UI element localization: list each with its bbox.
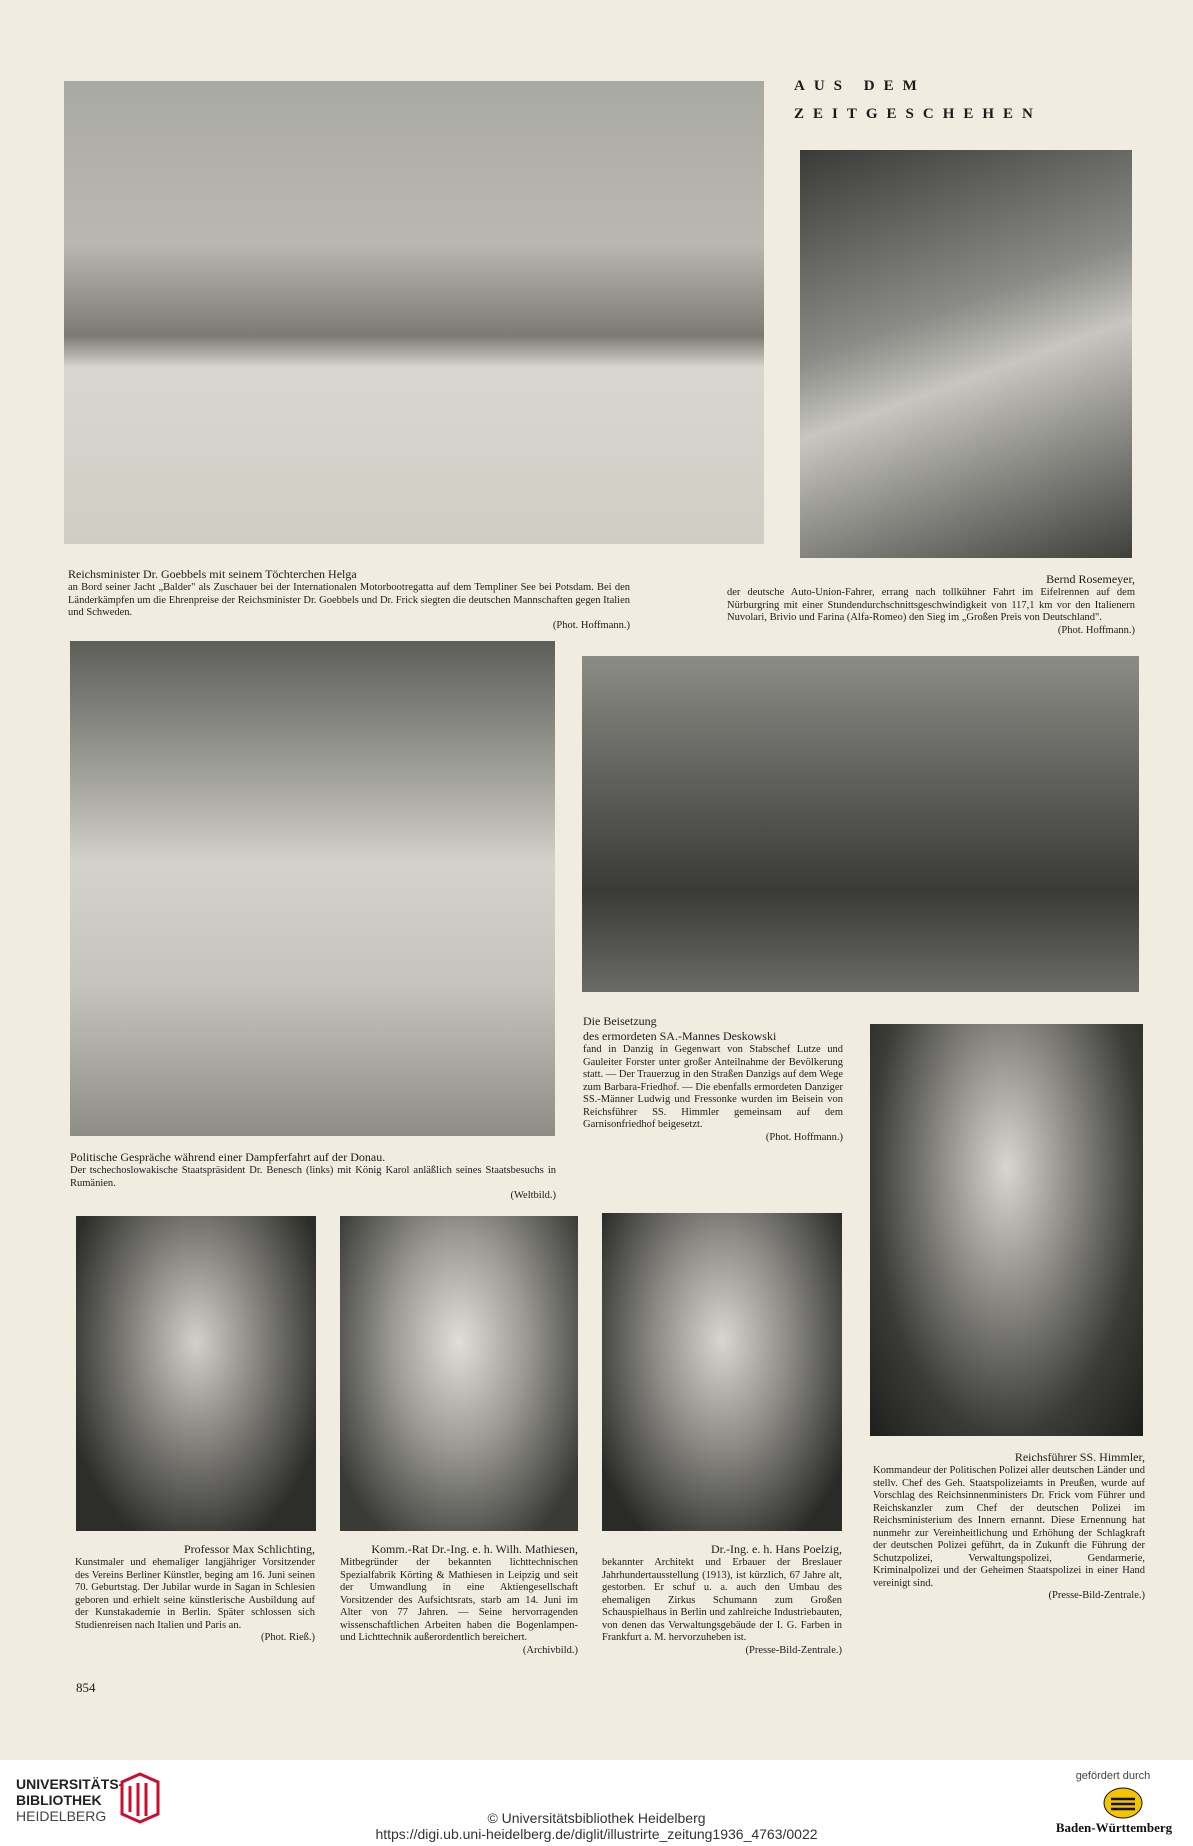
caption-credit: (Weltbild.) [510,1190,556,1201]
caption-credit: (Archivbild.) [522,1644,578,1656]
caption-credit: (Phot. Hoffmann.) [552,619,630,631]
baden-wuerttemberg-emblem-icon [1103,1787,1143,1819]
photo-donau-steamer [70,641,555,1136]
section-heading-line1: AUS DEM [794,78,926,94]
funded-by-label: gefördert durch [1075,1770,1151,1782]
photo-goebbels-yacht [64,81,764,544]
caption-body: Mitbegründer der bekannten lichttechnischen Spezialfabrik Körting & Mathiesen in Leipzig und seit der Umwandlung in eine Aktiengesellschaft Vorsitzender des Aufsichtsrats, starb am 14. Juni im Alter von 77 Jahren. — Seine hervorragenden wissenschaftlichen Arbeiten haben die Bogenlampen- und Lichttechnik außerordentlich bereichert. [340,1557,578,1643]
section-heading-line2: ZEITGESCHEHEN [794,106,1042,122]
caption-mathiesen [340,1542,578,1657]
caption-title: Reichsführer SS. Himmler, [1014,1450,1145,1464]
caption-title: Politische Gespräche während einer Dampferfahrt auf der Donau. [70,1150,386,1164]
page-number: 854 [76,1680,96,1695]
caption-title: Reichsminister Dr. Goebbels mit seinem Töchterchen Helga [68,567,357,581]
photo-poelzig-portrait [602,1213,842,1531]
funder-name[interactable]: Baden-Württemberg [1055,1820,1173,1835]
library-name-line1: UNIVERSITÄTS- [16,1776,124,1792]
caption-goebbels [68,567,630,632]
caption-title: Komm.-Rat Dr.-Ing. e. h. Wilh. Mathiesen, [371,1542,578,1556]
library-name-line3: HEIDELBERG [16,1808,107,1824]
caption-credit: (Presse-Bild-Zentrale.) [745,1644,842,1656]
photo-schlichting-portrait [76,1216,316,1531]
caption-body: der deutsche Auto-Union-Fahrer, errang nach tollkühner Fahrt im Eifelrennen auf dem Nürburgring mit einer Stundendurchschnittsgeschwindigkeit von 117,1 km vor den Italienern Nuvolari, Brivio und Farina (Alfa-Romeo) den Sieg im „Großen Preis von Deutschland". [727,587,1135,623]
caption-body: Kommandeur der Politischen Polizei aller deutschen Länder und stellv. Chef des Geh. Staatspolizeiamts in Preußen, wurde auf Vorschlag des Reichsinnenministers Dr. Frick vom Führer und Reichskanzler zum Chef der deutschen Polizei im Reichsministerium des Innern ernannt. Diese Ernennung hat nunmehr zur Vereinheitlichung und Erhöhung der Schlagkraft der deutschen Polizei geführt, da in Zukunft die Führung der Schutzpolizei, Verwaltungspolizei, Gendarmerie, Kriminalpolizei und der Geheimen Staatspolizei in einer Hand vereinigt sind. [873,1465,1145,1589]
caption-title: Die Beisetzung [583,1014,657,1028]
caption-donau [70,1150,556,1203]
caption-title: Professor Max Schlichting, [184,1542,315,1556]
caption-body: bekannter Architekt und Erbauer der Breslauer Jahrhundertausstellung (1913), ist kürzlich, 67 Jahre alt, gestorben. Er schuf u. a. auch den Umbau des ehemaligen Zirkus Schumann zum Großen Schauspielhaus in Berlin und zahlreiche Industriebauten, von denen das Verwaltungsgebäude der I. G. Farben in Frankfurt a. M. hervorzuheben ist. [602,1557,842,1643]
caption-rosemeyer [727,572,1135,637]
photo-funeral-procession [582,656,1139,992]
caption-himmler [873,1450,1145,1603]
permalink-url[interactable]: https://digi.ub.uni-heidelberg.de/diglit/illustrirte_zeitung1936_4763/0022 [375,1826,818,1842]
caption-title: Bernd Rosemeyer, [1046,572,1135,586]
caption-title: Dr.-Ing. e. h. Hans Poelzig, [711,1542,842,1556]
caption-body: fand in Danzig in Gegenwart von Stabschef Lutze und Gauleiter Forster unter großer Anteilnahme der Bevölkerung statt. — Der Trauerzug in den Straßen Danzigs auf dem Wege zum Barbara-Friedhof. — Die ebenfalls ermordeten Danziger SS.-Männer Ludwig und Fressonke wurden im Beisein von Reichsführer SS. Himmler gemeinsam auf dem Garnisonfriedhof beigesetzt. [583,1044,843,1130]
caption-poelzig [602,1542,842,1657]
photo-mathiesen-portrait [340,1216,578,1531]
photo-rosemeyer [800,150,1132,558]
caption-credit: (Phot. Hoffmann.) [1057,624,1135,636]
caption-deskowski [583,1014,843,1144]
viewer-footer [0,1760,1193,1846]
caption-subtitle: des ermordeten SA.-Mannes Deskowski [583,1029,777,1043]
caption-body: Kunstmaler und ehemaliger langjähriger Vorsitzender des Vereins Berliner Künstler, beging am 16. Juni seinen 70. Geburtstag. Der Jubilar wurde in Sagan in Schlesien geboren und erhielt seine künstlerische Ausbildung auf der Kunstakademie in Berlin. Später schlossen sich Studienreisen nach Italien und Paris an. [75,1557,315,1631]
photo-himmler-portrait [870,1024,1143,1436]
caption-credit: (Phot. Hoffmann.) [765,1131,843,1143]
library-name-line2: BIBLIOTHEK [16,1792,102,1808]
copyright-text: © Universitätsbibliothek Heidelberg [487,1810,706,1826]
caption-body: an Bord seiner Jacht „Balder" als Zuschauer bei der Internationalen Motorbootregatta auf dem Templiner See bei Potsdam. Bei den Länderkämpfen um die Ehrenpreise der Reichsminister Dr. Goebbels und Dr. Frick siegten die deutschen Mannschaften gegen Italien und Schweden. [68,582,630,618]
caption-schlichting [75,1542,315,1645]
caption-body: Der tschechoslowakische Staatspräsident Dr. Benesch (links) mit König Karol anläßlich seines Staatsbesuchs in Rumänien. [70,1165,556,1189]
caption-credit: (Phot. Rieß.) [261,1632,315,1643]
caption-credit: (Presse-Bild-Zentrale.) [1048,1590,1145,1601]
